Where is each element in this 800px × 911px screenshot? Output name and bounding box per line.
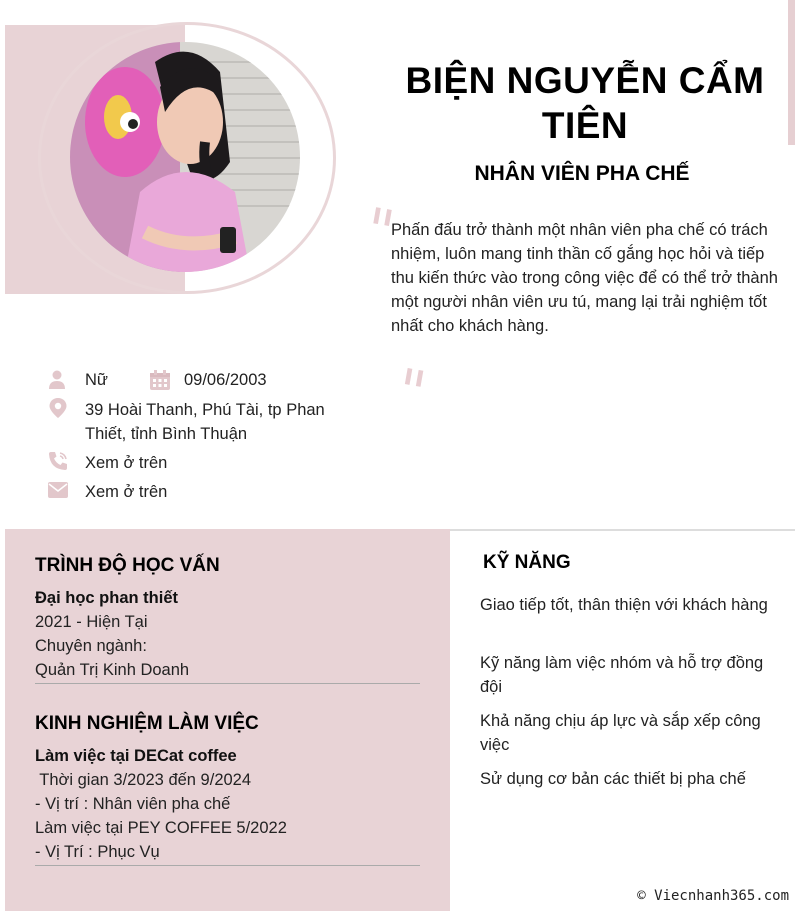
location-pin-icon xyxy=(48,398,68,423)
skills-heading: KỸ NĂNG xyxy=(483,552,571,573)
experience-divider xyxy=(35,865,420,866)
calendar-icon xyxy=(150,370,170,395)
experience-heading: KINH NGHIỆM LÀM VIỆC xyxy=(35,713,259,734)
open-quote-icon: " xyxy=(360,195,400,269)
close-quote-icon: " xyxy=(397,325,437,399)
section-divider xyxy=(450,529,795,531)
address-value: 39 Hoài Thanh, Phú Tài, tp Phan Thiết, tỉnh Bình Thuận xyxy=(85,401,325,443)
education-school: Đại học phan thiết xyxy=(35,589,179,607)
experience-line: Làm việc tại PEY COFFEE 5/2022 xyxy=(35,819,287,837)
skill-item: Giao tiếp tốt, thân thiện với khách hàng xyxy=(480,596,768,614)
birthday-value: 09/06/2003 xyxy=(184,371,267,389)
education-major-label: Chuyên ngành: xyxy=(35,637,147,655)
job-title: NHÂN VIÊN PHA CHẾ xyxy=(474,162,690,185)
skill-item: Kỹ năng làm việc nhóm và hỗ trợ đồng đội xyxy=(480,654,764,696)
skill-item: Khả năng chịu áp lực và sắp xếp công việc xyxy=(480,712,761,754)
right-accent-bar xyxy=(788,0,795,145)
email-value: Xem ở trên xyxy=(85,483,168,501)
education-major: Quản Trị Kinh Doanh xyxy=(35,661,190,679)
footer-copyright: © Viecnhanh365.com xyxy=(637,888,789,904)
avatar xyxy=(70,42,300,272)
education-heading: TRÌNH ĐỘ HỌC VẤN xyxy=(35,555,220,576)
experience-company: Làm việc tại DECat coffee xyxy=(35,747,237,765)
education-period: 2021 - Hiện Tại xyxy=(35,613,148,631)
experience-line: Thời gian 3/2023 đến 9/2024 xyxy=(35,771,252,789)
gender-value: Nữ xyxy=(85,371,108,389)
career-objective: Phấn đấu trở thành một nhân viên pha chế có trách nhiệm, luôn mang tinh thần cố gắng học hỏi và tiếp thu kiến thức vào trong công việc để có thể trở thành một người nhân viên ưu tú, mang lại trải nghiệm tốt nhất cho khách hàng. xyxy=(391,221,778,335)
phone-value: Xem ở trên xyxy=(85,454,168,472)
education-divider xyxy=(35,683,420,684)
gender-icon xyxy=(48,370,68,395)
phone-icon xyxy=(48,451,68,476)
experience-line: - Vị Trí : Phục Vụ xyxy=(35,843,160,861)
email-icon xyxy=(48,480,68,505)
skill-item: Sử dụng cơ bản các thiết bị pha chế xyxy=(480,770,746,788)
candidate-name: BIỆN NGUYỄN CẨM TIÊN xyxy=(405,60,765,146)
experience-line: - Vị trí : Nhân viên pha chế xyxy=(35,795,231,813)
